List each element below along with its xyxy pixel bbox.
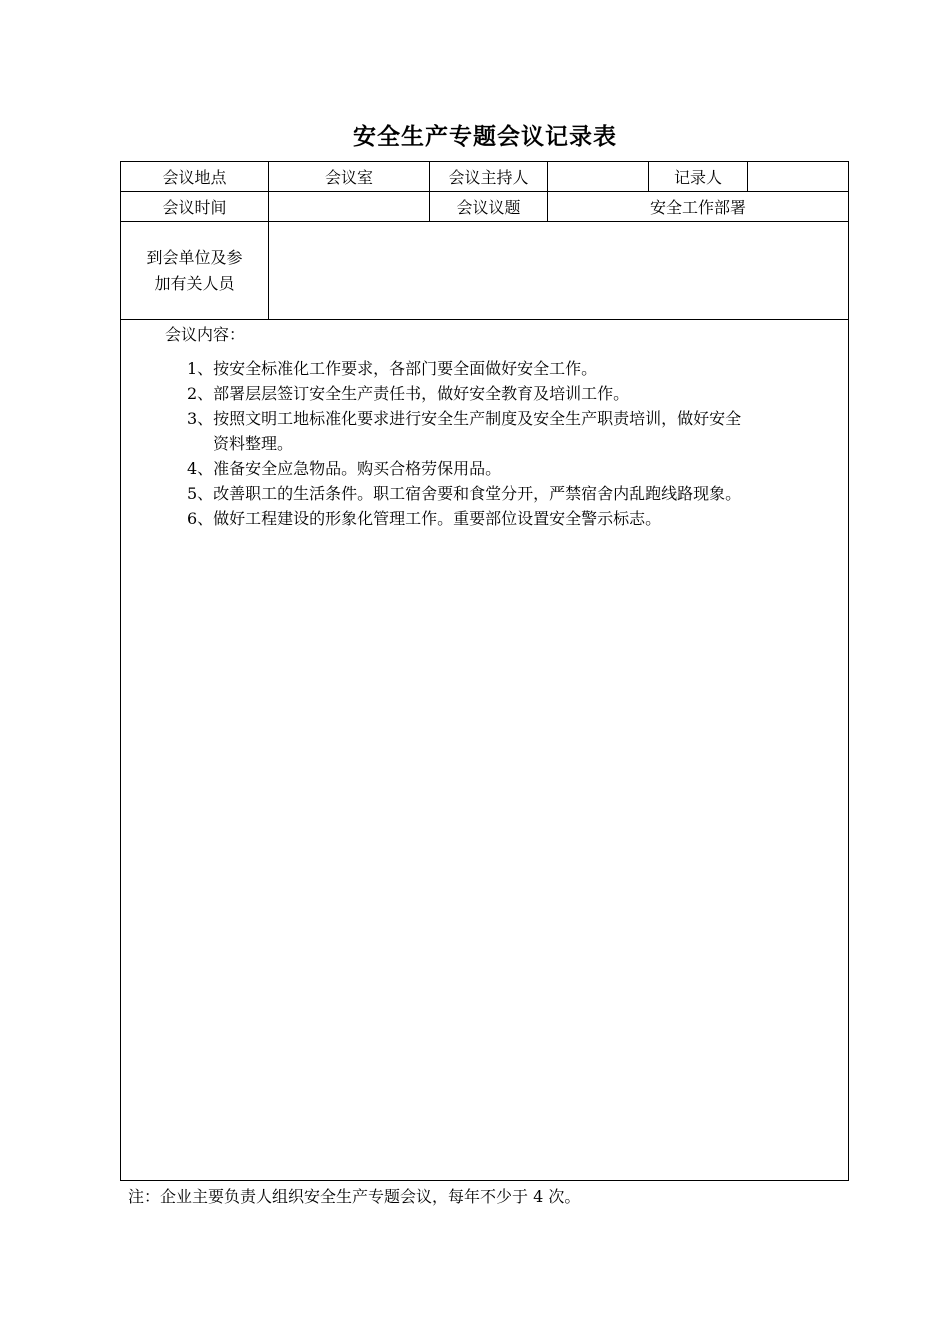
- location-value[interactable]: 会议室: [269, 162, 430, 192]
- attendees-label-line1: 到会单位及参: [146, 247, 243, 267]
- recorder-label: 记录人: [649, 162, 748, 192]
- location-label: 会议地点: [121, 162, 269, 192]
- attendees-value[interactable]: [269, 222, 849, 320]
- list-item: 2、部署层层签订安全生产责任书，做好安全教育及培训工作。: [187, 384, 630, 403]
- document-title: 安全生产专题会议记录表: [353, 124, 617, 150]
- list-item: 6、做好工程建设的形象化管理工作。重要部位设置安全警示标志。: [187, 509, 662, 528]
- meeting-record-table: [120, 161, 849, 1181]
- list-item: 1、按安全标准化工作要求，各部门要全面做好安全工作。: [187, 359, 598, 378]
- recorder-value[interactable]: [748, 162, 849, 192]
- meeting-content-cell[interactable]: [121, 320, 849, 1181]
- list-item: 4、准备安全应急物品。购买合格劳保用品。: [187, 459, 502, 478]
- footnote: 注：企业主要负责人组织安全生产专题会议，每年不少于 4 次。: [128, 1187, 581, 1206]
- time-label: 会议时间: [121, 192, 269, 222]
- table-row: [121, 162, 849, 192]
- table-row: [121, 192, 849, 222]
- content-list: [121, 356, 848, 531]
- list-item: 3、按照文明工地标准化要求进行安全生产制度及安全生产职责培训，做好安全: [187, 409, 742, 428]
- table-row: [121, 320, 849, 1181]
- host-label: 会议主持人: [430, 162, 548, 192]
- list-item-continuation: 资料整理。: [213, 434, 294, 453]
- topic-label: 会议议题: [430, 192, 548, 222]
- table-row: [121, 222, 849, 320]
- attendees-label: [121, 222, 269, 320]
- topic-value[interactable]: 安全工作部署: [548, 192, 849, 222]
- list-item: 5、改善职工的生活条件。职工宿舍要和食堂分开，严禁宿舍内乱跑线路现象。: [187, 484, 742, 503]
- content-label: 会议内容：: [165, 325, 246, 344]
- time-value[interactable]: [269, 192, 430, 222]
- attendees-label-line2: 加有关人员: [154, 273, 235, 293]
- host-value[interactable]: [548, 162, 649, 192]
